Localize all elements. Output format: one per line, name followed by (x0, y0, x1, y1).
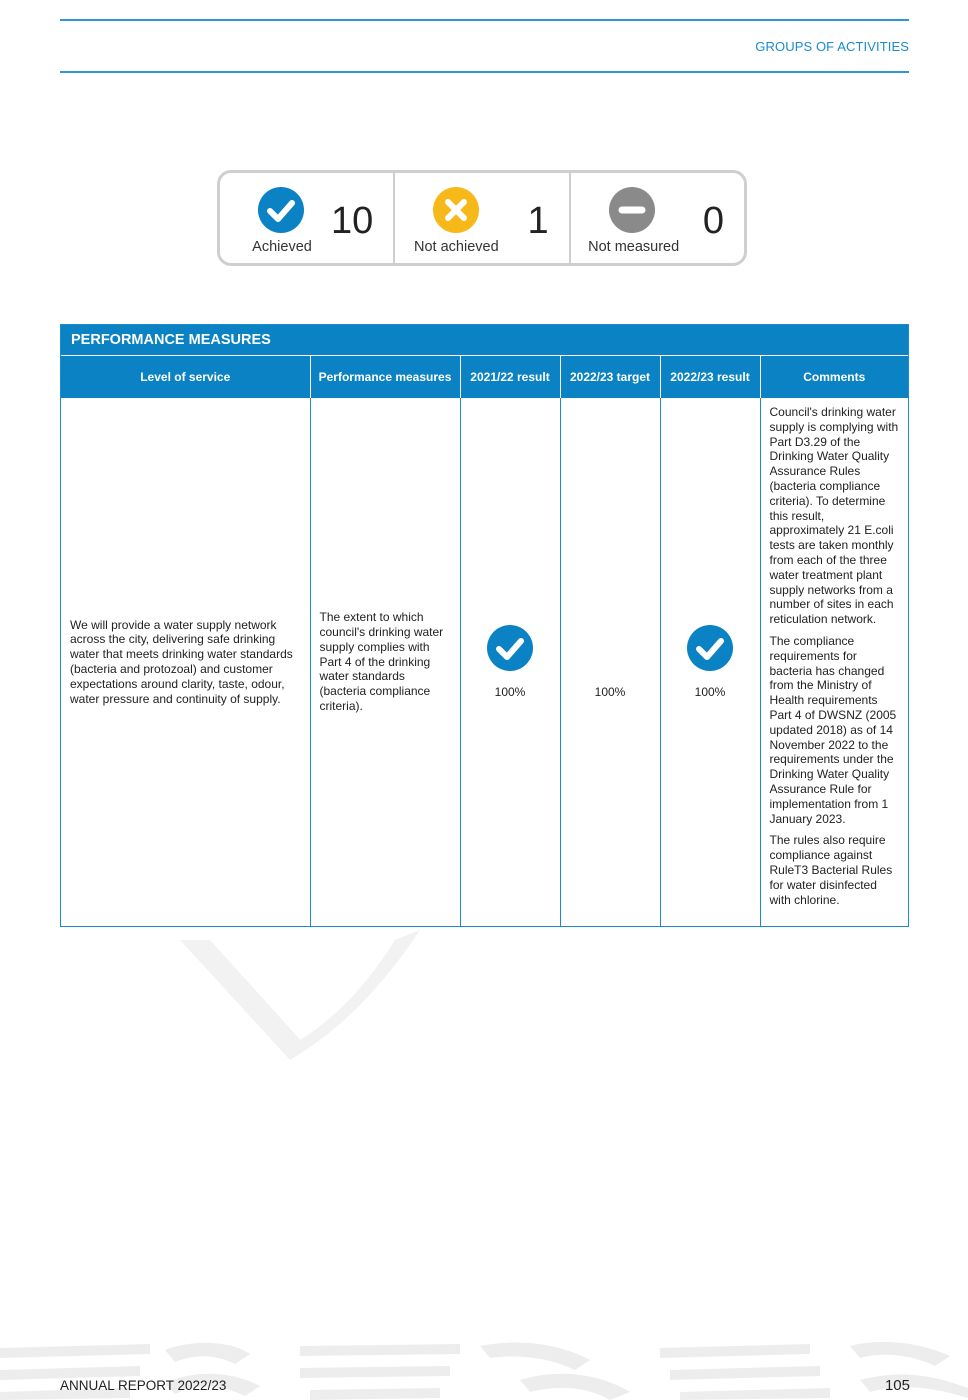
result-2021-22-cell (460, 398, 560, 926)
summary-achieved (220, 173, 395, 263)
comment-paragraph-1: Council's drinking water supply is complying with Part D3.29 of the Drinking Water Quality Assurance Rules (bacteria compliance criteria). To determine this result, approximately 21 E.coli tests are taken monthly from each of the three water treatment plant supply networks from a number of sites in each reticulation network. (769, 405, 899, 627)
comment-paragraph-2: The compliance requirements for bacteria has changed from the Ministry of Health requirements Part 4 of DWSNZ (2005 updated 2018) as of 14 November 2022 to the requirements under the Drinking Water Quality Assurance Rule for implementation from 1 January 2023. (769, 633, 897, 826)
results-summary (217, 170, 747, 266)
footer-report-title: ANNUAL REPORT 2022/23 (60, 1378, 227, 1393)
header-top-rule (60, 19, 909, 21)
col-header-level-of-service: Level of service (61, 356, 310, 399)
col-header-performance-measures: Performance measures (310, 356, 460, 399)
not-achieved-count: 1 (527, 200, 549, 242)
x-circle-icon (433, 187, 479, 233)
measures-grid (61, 355, 908, 926)
result-2021-22-value: 100% (494, 684, 526, 699)
comments-cell (760, 398, 908, 926)
col-header-2021-22-result: 2021/22 result (460, 356, 560, 399)
target-2022-23-cell (560, 398, 660, 926)
check-circle-icon (687, 625, 733, 671)
level-of-service-cell: We will provide a water supply network across the city, delivering safe drinking water that meets drinking water standards (bacteria and protozoal) and customer expectations around clarity, taste, odour, water pressure and continuity of supply. (61, 398, 310, 926)
performance-measures-table (60, 324, 909, 927)
summary-not-measured (571, 173, 744, 263)
minus-circle-icon (609, 187, 655, 233)
table-title: PERFORMANCE MEASURES (61, 325, 908, 355)
performance-measure-cell: The extent to which council's drinking water supply complies with Part 4 of the drinking water standards (bacteria compliance criteria). (310, 398, 460, 926)
col-header-comments: Comments (760, 356, 908, 399)
not-measured-label: Not measured (588, 239, 680, 255)
not-achieved-label: Not achieved (414, 239, 499, 255)
header-bottom-rule (60, 71, 909, 73)
not-measured-count: 0 (702, 200, 724, 242)
achieved-count: 10 (331, 200, 374, 242)
check-circle-icon (258, 187, 304, 233)
footer-page-number: 105 (884, 1377, 910, 1394)
section-label: GROUPS OF ACTIVITIES (755, 39, 909, 54)
table-header-row (61, 356, 908, 399)
col-header-2022-23-result: 2022/23 result (660, 356, 760, 399)
table-row (61, 398, 908, 926)
summary-not-achieved (395, 173, 570, 263)
comment-paragraph-3: The rules also require compliance against RuleT3 Bacterial Rules for water disinfected with chlorine. (769, 833, 893, 907)
result-2022-23-cell (660, 398, 760, 926)
target-2022-23-value: 100% (594, 684, 626, 699)
check-circle-icon (487, 625, 533, 671)
result-2022-23-value: 100% (694, 684, 726, 699)
col-header-2022-23-target: 2022/23 target (560, 356, 660, 399)
achieved-label: Achieved (252, 239, 312, 255)
